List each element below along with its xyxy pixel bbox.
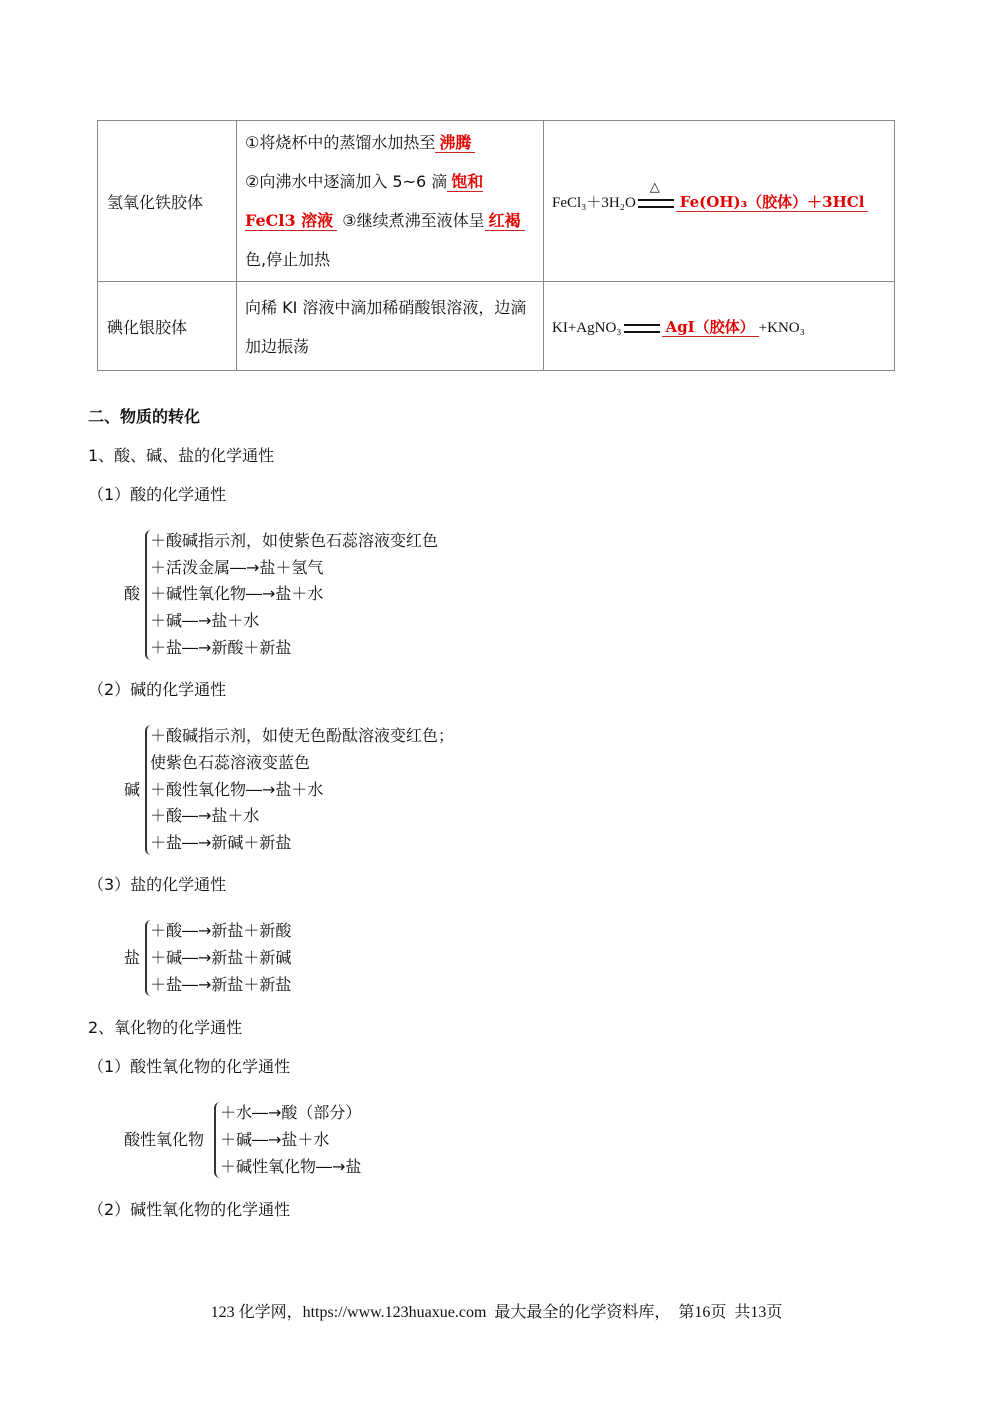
step2-text: ②向沸水中逐滴加入 5~6 滴: [245, 172, 448, 191]
step3-post: 色,停止加热: [245, 250, 331, 269]
step2-answer: 饱和 FeCl3 溶液: [245, 172, 484, 230]
basic-oxide-heading: （2）碱性氧化物的化学通性: [88, 1200, 291, 1219]
acid-heading: （1）酸的化学通性: [88, 485, 227, 504]
equation-cell: [544, 121, 895, 282]
acid-oxide-label: 酸性氧化物: [124, 1130, 205, 1149]
equation-reactants: FeCl₃＋3H₂O: [552, 194, 636, 211]
list-item: 使紫色石蕊溶液变蓝色: [150, 753, 311, 772]
equation: [544, 316, 894, 337]
list-item: ＋盐―→新酸＋新盐: [150, 638, 292, 657]
list-item: ＋活泼金属―→盐＋氢气: [150, 558, 324, 577]
table-row: [98, 121, 895, 282]
procedure-cell: [237, 282, 544, 371]
list-item: ＋碱性氧化物―→盐＋水: [150, 584, 324, 603]
list-item: ＋酸碱指示剂，如使无色酚酞溶液变红色；: [150, 726, 455, 745]
equation-byproduct: +KNO₃: [758, 319, 805, 336]
double-line-sign: [638, 178, 674, 208]
equation-products: Fe(OH)₃（胶体）＋3HCl: [676, 193, 869, 212]
equation-reactants: KI+AgNO₃: [552, 319, 622, 336]
acid-label: 酸: [124, 584, 141, 603]
step1-text: ①将烧杯中的蒸馏水加热至: [245, 133, 436, 152]
step3-answer: 红褐: [485, 211, 525, 231]
list-item: ＋盐―→新碱＋新盐: [150, 833, 292, 852]
equation-products: AgI（胶体）: [662, 318, 759, 337]
colloid-preparation-table: [97, 120, 895, 371]
double-line-sign: [624, 324, 660, 333]
salt-heading: （3）盐的化学通性: [88, 875, 227, 894]
list-item: ＋碱性氧化物―→盐: [220, 1157, 362, 1176]
list-item: ＋盐―→新盐＋新盐: [150, 975, 292, 994]
equation-cell: [544, 282, 895, 371]
colloid-name: 氢氧化铁胶体: [107, 192, 204, 212]
list-item: ＋酸性氧化物―→盐＋水: [150, 780, 324, 799]
heat-condition: △: [649, 178, 660, 194]
table-row: [98, 282, 895, 371]
base-heading: （2）碱的化学通性: [88, 680, 227, 699]
subsection-title: 1、酸、碱、盐的化学通性: [88, 446, 275, 465]
procedure-cell: [237, 121, 544, 282]
list-item: ＋碱―→盐＋水: [220, 1130, 330, 1149]
step1-answer: 沸腾: [435, 133, 475, 153]
colloid-name-cell: [98, 282, 237, 371]
list-item: ＋酸―→盐＋水: [150, 806, 260, 825]
section-title: 二、物质的转化: [88, 407, 201, 426]
list-item: ＋碱―→新盐＋新碱: [150, 948, 292, 967]
procedure-text: [237, 121, 543, 281]
salt-label: 盐: [124, 948, 141, 967]
list-item: ＋酸―→新盐＋新酸: [150, 921, 292, 940]
equation: [544, 178, 894, 212]
list-item: ＋酸碱指示剂，如使紫色石蕊溶液变红色: [150, 531, 439, 550]
base-label: 碱: [124, 780, 141, 799]
acid-oxide-heading: （1）酸性氧化物的化学通性: [88, 1057, 291, 1076]
list-item: ＋碱―→盐＋水: [150, 611, 260, 630]
subsection-title: 2、氧化物的化学通性: [88, 1018, 243, 1037]
page-footer: 123 化学网，https://www.123huaxue.com 最大最全的化学资料库， 第16页 共13页: [210, 1304, 783, 1321]
list-item: ＋水―→酸（部分）: [220, 1103, 362, 1122]
procedure-text: 向稀 KI 溶液中滴加稀硝酸银溶液，边滴加边振荡: [245, 298, 527, 356]
step3-text: ③继续煮沸至液体呈: [342, 211, 485, 230]
colloid-name-cell: [98, 121, 237, 282]
colloid-name: 碘化银胶体: [107, 317, 188, 337]
